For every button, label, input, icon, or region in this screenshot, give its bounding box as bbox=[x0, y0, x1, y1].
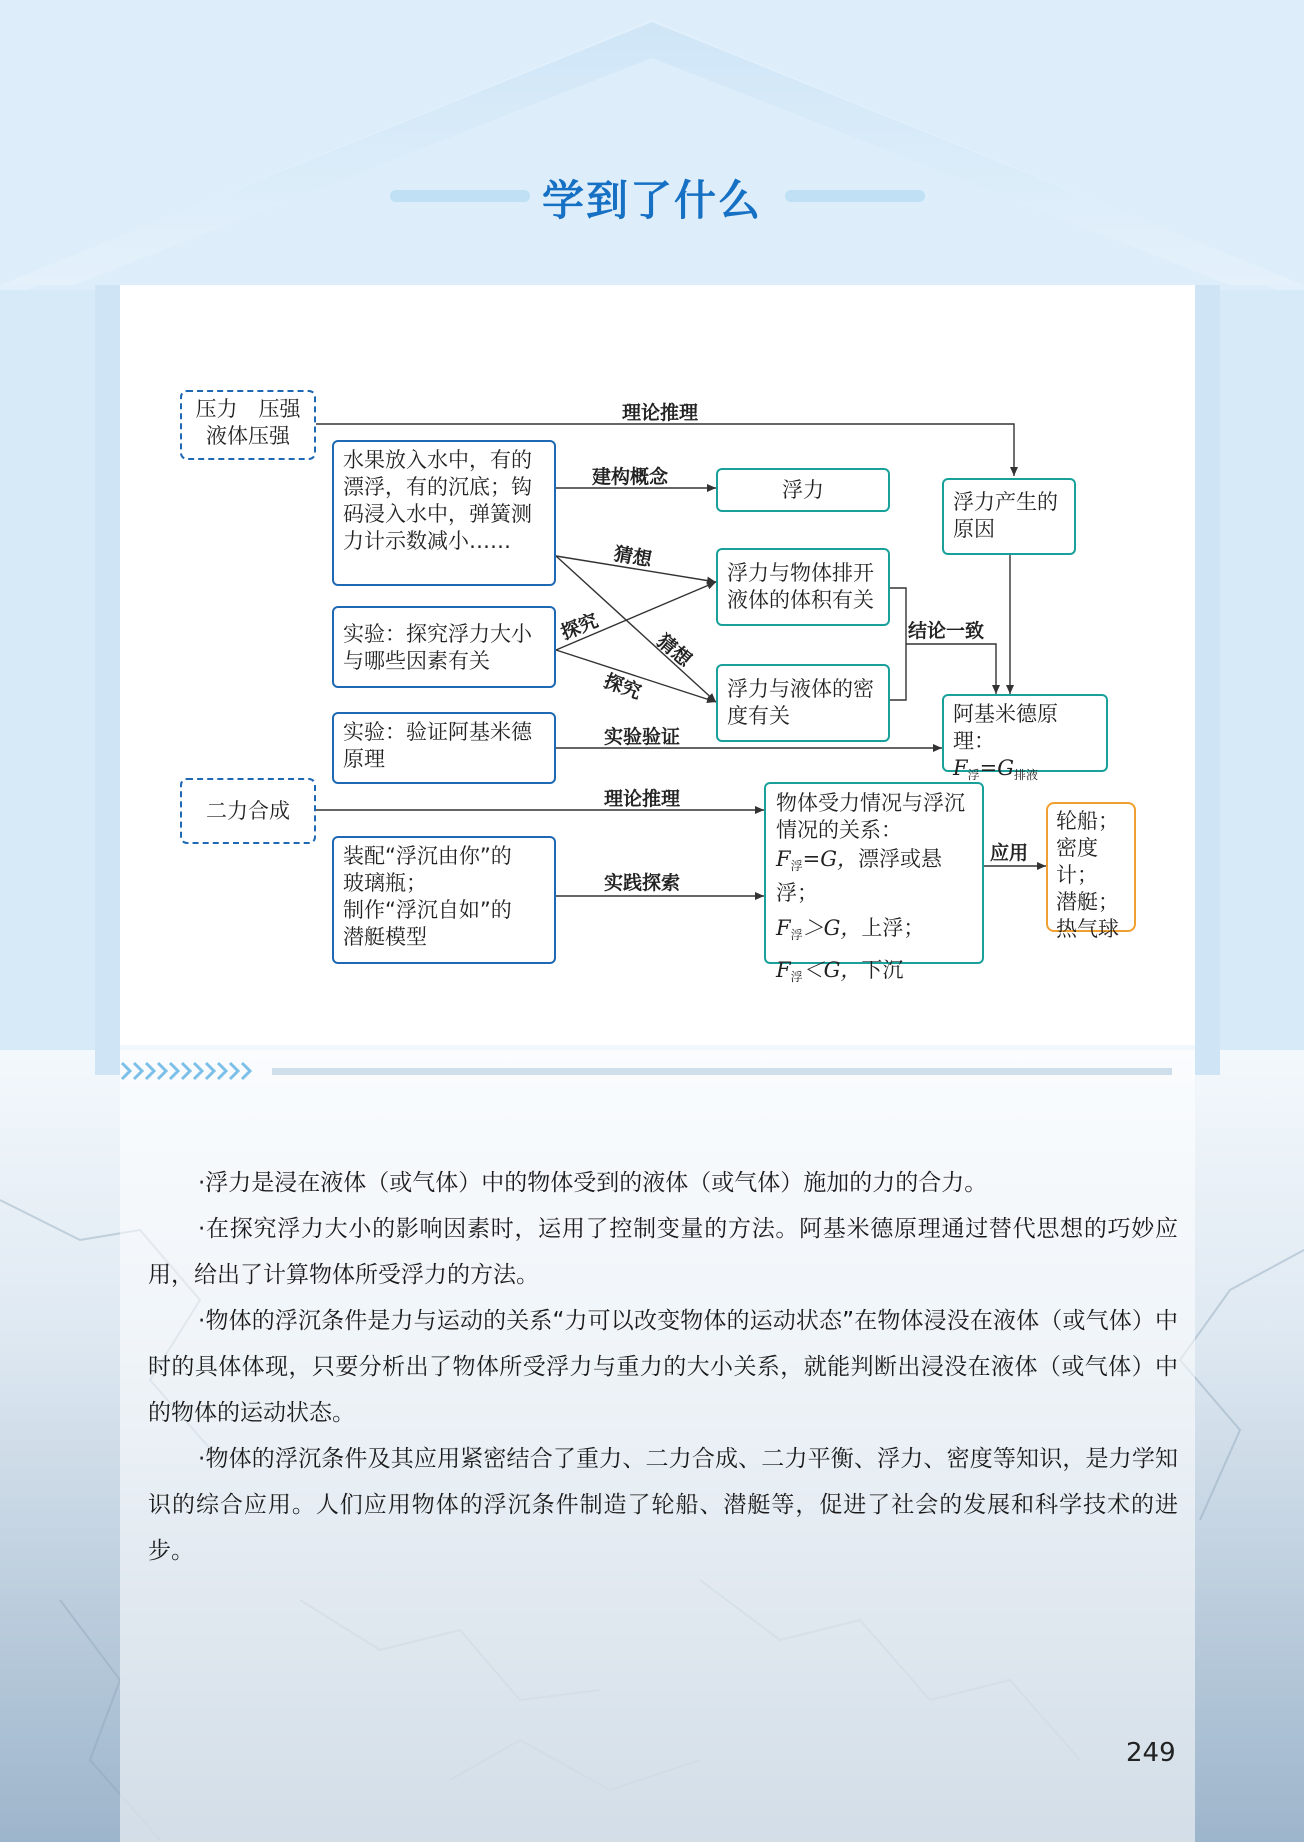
application-hydrometer: 密度计； bbox=[1056, 836, 1098, 887]
label-apply: 应用 bbox=[990, 842, 1029, 864]
gravity-symbol: G bbox=[997, 756, 1014, 780]
conditions-box bbox=[764, 782, 984, 984]
page-number: 249 bbox=[1126, 1738, 1176, 1768]
label-guess-2: 猜想 bbox=[652, 630, 696, 672]
relation-greater: ＞G， bbox=[802, 916, 862, 940]
buoyant-subscript: 浮 bbox=[790, 970, 803, 984]
pressure-box bbox=[180, 390, 316, 460]
experiment2-box: 实验：验证阿基米德原理 bbox=[332, 712, 556, 784]
buoyant-subscript: 浮 bbox=[790, 859, 803, 873]
condition-rise bbox=[776, 915, 972, 949]
archimedes-formula bbox=[953, 755, 1097, 789]
sink-text: 下沉 bbox=[861, 958, 904, 982]
pressure-line-1: 压力 压强 bbox=[195, 397, 301, 421]
displaced-subscript: 排液 bbox=[1013, 768, 1038, 782]
label-guess-1: 猜想 bbox=[612, 542, 654, 572]
summary-paragraph-4: ·物体的浮沉条件及其应用紧密结合了重力、二力合成、二力平衡、浮力、密度等知识，是力学知识的综合应用。人们应用物体的浮沉条件制造了轮船、潜艇等，促进了社会的发展和科学技术的进步。 bbox=[148, 1446, 1178, 1564]
buoyant-force-symbol: F bbox=[776, 916, 791, 940]
label-theory-2: 理论推理 bbox=[604, 788, 681, 810]
assemble-line-1: 装配“浮沉由你”的 bbox=[343, 844, 512, 868]
application-submarine: 潜艇； bbox=[1056, 890, 1119, 914]
label-practice: 实践探索 bbox=[604, 872, 681, 894]
assemble-line-2: 玻璃瓶； bbox=[343, 871, 427, 895]
page-title: 学到了什么 bbox=[541, 176, 762, 225]
buoyant-subscript: 浮 bbox=[790, 928, 803, 942]
cause-box: 浮力产生的原因 bbox=[942, 478, 1076, 555]
summary-text bbox=[148, 1160, 1178, 1574]
summary-paragraph-2: ·在探究浮力大小的影响因素时，运用了控制变量的方法。阿基米德原理通过替代思想的巧妙应用，给出了计算物体所受浮力的方法。 bbox=[148, 1216, 1178, 1288]
conditions-title: 物体受力情况与浮沉情况的关系： bbox=[776, 791, 965, 842]
label-concept: 建构概念 bbox=[592, 466, 669, 488]
label-consistent: 结论一致 bbox=[908, 620, 985, 642]
rise-text: 上浮； bbox=[861, 916, 925, 940]
applications-box bbox=[1046, 802, 1136, 941]
condition-sink bbox=[776, 957, 972, 991]
buoyant-force-symbol: F bbox=[776, 958, 791, 982]
assemble-line-3: 制作“浮沉自如”的 bbox=[343, 898, 512, 922]
archimedes-title: 阿基米德原理： bbox=[953, 702, 1058, 753]
application-ship: 轮船； bbox=[1056, 809, 1119, 833]
application-balloon: 热气球 bbox=[1056, 917, 1119, 941]
buoyant-force-symbol: F bbox=[776, 847, 791, 871]
density-box: 浮力与液体的密度有关 bbox=[716, 664, 890, 742]
label-explore-1: 探究 bbox=[557, 609, 602, 645]
pressure-line-2: 液体压强 bbox=[206, 424, 290, 448]
buoyancy-box: 浮力 bbox=[716, 468, 890, 512]
volume-box: 浮力与物体排开液体的体积有关 bbox=[716, 548, 890, 626]
assemble-box bbox=[332, 836, 556, 964]
label-explore-2: 探究 bbox=[600, 670, 645, 704]
relation-equal: =G， bbox=[802, 847, 858, 871]
archimedes-box bbox=[942, 694, 1108, 782]
buoyant-force-symbol: F bbox=[953, 756, 968, 780]
experiment1-box: 实验：探究浮力大小与哪些因素有关 bbox=[332, 606, 556, 688]
label-verify: 实验验证 bbox=[604, 726, 681, 748]
condition-float bbox=[776, 846, 972, 907]
summary-paragraph-3: ·物体的浮沉条件是力与运动的关系“力可以改变物体的运动状态”在物体浸没在液体（或气体）中时的具体体现，只要分析出了物体所受浮力与重力的大小关系，就能判断出浸没在液体（或气体）中的物体的运动状态。 bbox=[148, 1308, 1178, 1426]
force-comp-box: 二力合成 bbox=[180, 778, 316, 844]
relation-less: ＜G， bbox=[802, 958, 862, 982]
buoyant-subscript: 浮 bbox=[967, 768, 980, 782]
assemble-line-4: 潜艇模型 bbox=[343, 925, 427, 949]
equals-sign: = bbox=[979, 756, 998, 780]
fruit-box: 水果放入水中，有的漂浮，有的沉底；钩码浸入水中，弹簧测力计示数减小…… bbox=[332, 440, 556, 586]
float-text: 漂浮或悬浮； bbox=[776, 847, 942, 905]
summary-paragraph-1: ·浮力是浸在液体（或气体）中的物体受到的液体（或气体）施加的力的合力。 bbox=[198, 1170, 988, 1196]
label-theory-1: 理论推理 bbox=[622, 402, 699, 424]
